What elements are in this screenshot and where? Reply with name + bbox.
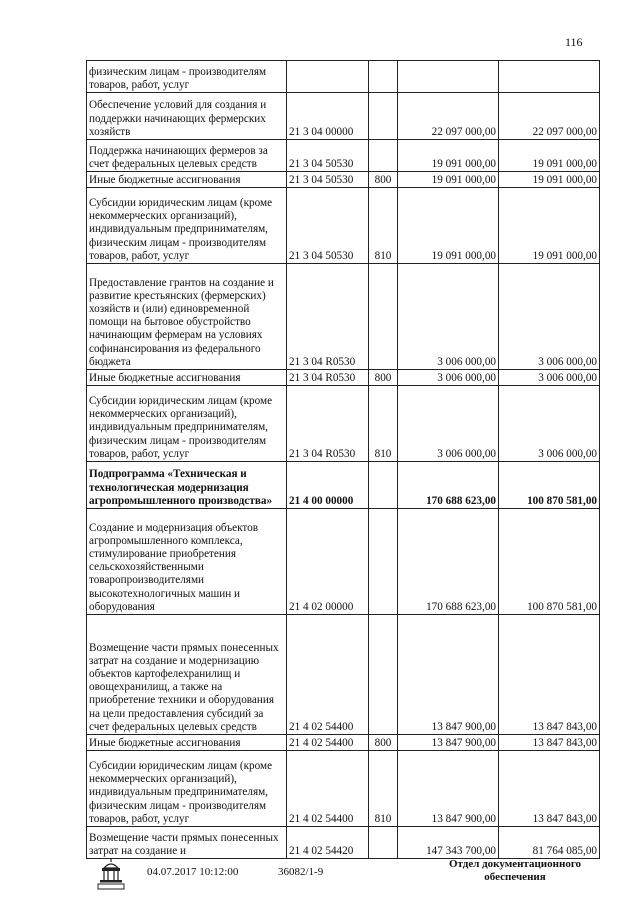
- row-type: 800: [369, 370, 398, 386]
- table-row: [87, 172, 600, 188]
- table-row: [87, 61, 600, 93]
- row-name: Создание и модернизация объектов агропромышленного комплекса, стимулирование приобретения сельскохозяйственными товаропроизводителями высокотехнологичных машин и оборудования: [87, 509, 287, 615]
- row-name: Поддержка начинающих фермеров за счет федеральных целевых средств: [87, 140, 287, 172]
- row-name: Возмещение части прямых понесенных затрат на создание и: [87, 827, 287, 859]
- row-amount-2: 100 870 581,00: [499, 509, 600, 615]
- row-code: 21 3 04 50530: [287, 188, 369, 264]
- row-type: 800: [369, 172, 398, 188]
- row-amount-1: 147 343 700,00: [398, 827, 499, 859]
- budget-table: [86, 60, 600, 859]
- row-amount-1: 170 688 623,00: [398, 462, 499, 509]
- row-code: 21 3 04 50530: [287, 172, 369, 188]
- row-code: 21 3 04 R0530: [287, 370, 369, 386]
- row-name: Возмещение части прямых понесенных затрат на создание и модернизацию объектов картофелехранилищ и овощехранилищ, а также на приобретение техники и оборудования на цели предоставления субсидий за счет федеральных целевых средств: [87, 615, 287, 735]
- row-amount-1: 13 847 900,00: [398, 615, 499, 735]
- row-name: Предоставление грантов на создание и развитие крестьянских (фермерских) хозяйств и (или) единовременной помощи на бытовое обустройство начинающим фермерам на условиях софинансирования из федерального бюджета: [87, 264, 287, 370]
- row-type: [369, 462, 398, 509]
- row-code: 21 3 04 R0530: [287, 386, 369, 462]
- row-amount-1: 13 847 900,00: [398, 735, 499, 751]
- row-name: Подпрограмма «Техническая и технологическая модернизация агропромышленного производства»: [87, 462, 287, 509]
- page-number: 116: [565, 35, 583, 49]
- row-amount-2: 19 091 000,00: [499, 172, 600, 188]
- table-row: [87, 264, 600, 370]
- row-amount-1: 19 091 000,00: [398, 188, 499, 264]
- row-code: 21 4 02 54400: [287, 751, 369, 827]
- row-amount-2: 19 091 000,00: [499, 188, 600, 264]
- row-amount-2: 3 006 000,00: [499, 370, 600, 386]
- row-type: [369, 61, 398, 93]
- table-row: [87, 188, 600, 264]
- footer-timestamp: 04.07.2017 10:12:00: [147, 866, 239, 878]
- table-row: [87, 386, 600, 462]
- row-name: Иные бюджетные ассигнования: [87, 172, 287, 188]
- row-code: 21 4 02 54420: [287, 827, 369, 859]
- table-row: [87, 751, 600, 827]
- row-name: Субсидии юридическим лицам (кроме некоммерческих организаций), индивидуальным предпринимателям, физическим лицам - производителям товаров, работ, услуг: [87, 751, 287, 827]
- row-name: Обеспечение условий для создания и поддержки начинающих фермерских хозяйств: [87, 93, 287, 140]
- row-amount-1: 19 091 000,00: [398, 172, 499, 188]
- table-row: [87, 509, 600, 615]
- row-amount-1: 3 006 000,00: [398, 264, 499, 370]
- row-code: 21 3 04 R0530: [287, 264, 369, 370]
- row-code: 21 4 02 54400: [287, 615, 369, 735]
- row-code: 21 3 04 00000: [287, 93, 369, 140]
- row-type: [369, 827, 398, 859]
- row-type: [369, 140, 398, 172]
- row-name: Иные бюджетные ассигнования: [87, 370, 287, 386]
- row-amount-1: [398, 61, 499, 93]
- table-row: [87, 462, 600, 509]
- row-type: [369, 264, 398, 370]
- row-type: [369, 93, 398, 140]
- row-code: 21 4 00 00000: [287, 462, 369, 509]
- row-amount-2: 81 764 085,00: [499, 827, 600, 859]
- table-row: [87, 140, 600, 172]
- row-amount-1: 170 688 623,00: [398, 509, 499, 615]
- row-amount-1: 22 097 000,00: [398, 93, 499, 140]
- row-code: [287, 61, 369, 93]
- row-name: Субсидии юридическим лицам (кроме некоммерческих организаций), индивидуальным предпринимателям, физическим лицам - производителям товаров, работ, услуг: [87, 386, 287, 462]
- table-row: [87, 735, 600, 751]
- table-row: [87, 93, 600, 140]
- row-amount-2: [499, 61, 600, 93]
- row-amount-1: 19 091 000,00: [398, 140, 499, 172]
- row-name: физическим лицам - производителям товаров, работ, услуг: [87, 61, 287, 93]
- table-row: [87, 615, 600, 735]
- row-type: 810: [369, 386, 398, 462]
- row-amount-2: 3 006 000,00: [499, 264, 600, 370]
- row-code: 21 4 02 54400: [287, 735, 369, 751]
- footer-doc-id: 36082/1-9: [278, 866, 324, 878]
- row-amount-1: 13 847 900,00: [398, 751, 499, 827]
- row-amount-2: 19 091 000,00: [499, 140, 600, 172]
- row-amount-2: 13 847 843,00: [499, 751, 600, 827]
- row-type: 810: [369, 188, 398, 264]
- row-code: 21 4 02 00000: [287, 509, 369, 615]
- row-amount-2: 13 847 843,00: [499, 615, 600, 735]
- row-code: 21 3 04 50530: [287, 140, 369, 172]
- table-row: [87, 827, 600, 859]
- row-amount-1: 3 006 000,00: [398, 370, 499, 386]
- row-type: [369, 509, 398, 615]
- row-amount-2: 100 870 581,00: [499, 462, 600, 509]
- row-name: Иные бюджетные ассигнования: [87, 735, 287, 751]
- row-amount-2: 3 006 000,00: [499, 386, 600, 462]
- row-amount-1: 3 006 000,00: [398, 386, 499, 462]
- table-row: [87, 370, 600, 386]
- page-footer: [0, 856, 640, 896]
- duma-logo-icon: [96, 856, 126, 890]
- row-type: 800: [369, 735, 398, 751]
- row-amount-2: 22 097 000,00: [499, 93, 600, 140]
- row-type: 810: [369, 751, 398, 827]
- footer-department: Отдел документационного обеспечения: [448, 858, 582, 883]
- row-amount-2: 13 847 843,00: [499, 735, 600, 751]
- row-type: [369, 615, 398, 735]
- row-name: Субсидии юридическим лицам (кроме некоммерческих организаций), индивидуальным предпринимателям, физическим лицам - производителям товаров, работ, услуг: [87, 188, 287, 264]
